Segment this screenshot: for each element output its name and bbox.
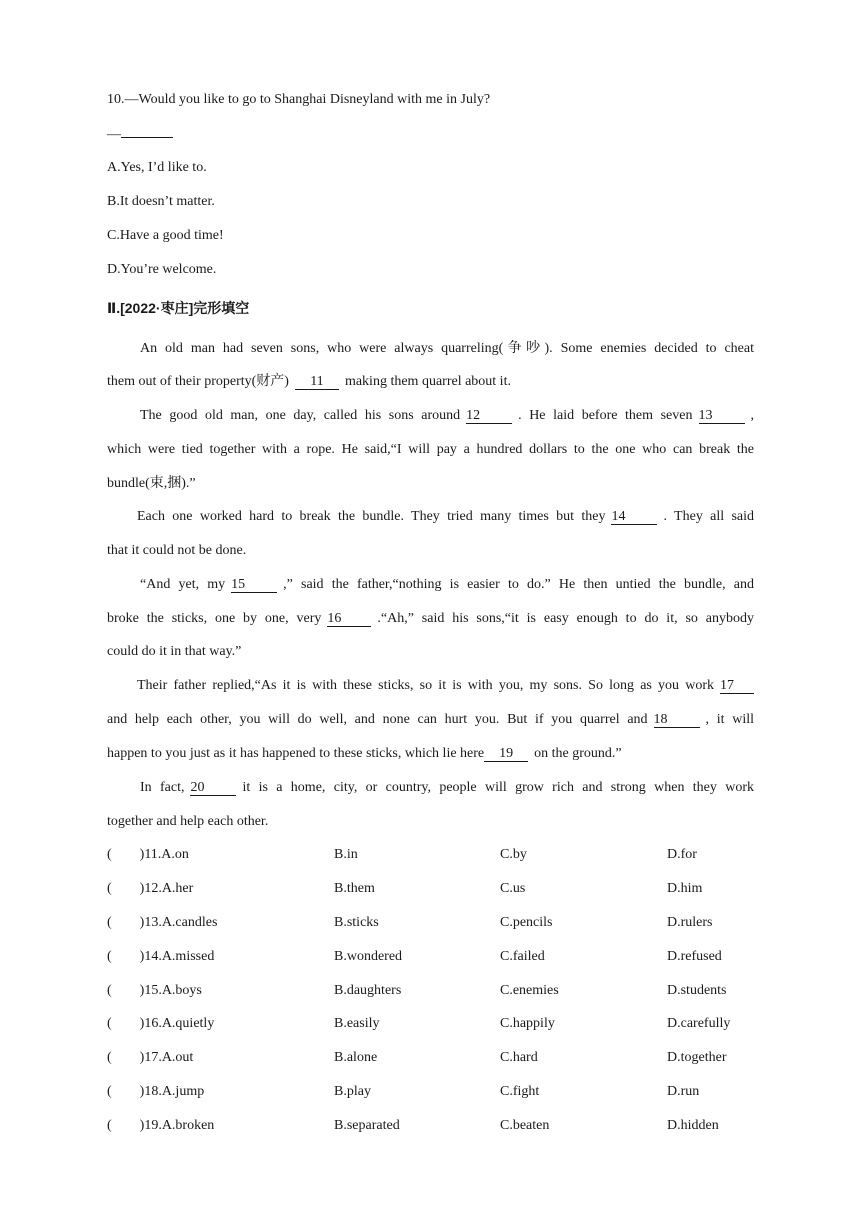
option-b: B.easily (334, 1016, 380, 1031)
option-c: C.enemies (500, 983, 559, 998)
q10-option-b: B.It doesn’t matter. (107, 194, 215, 209)
passage-text: . He laid before them seven (518, 408, 693, 423)
passage-text: “And yet, my (140, 577, 226, 592)
passage-line: An old man had seven sons, who were always quarreling(争吵). Some enemies decided to cheat (140, 341, 754, 356)
passage-text: The good old man, one day, called his sons around (140, 408, 461, 423)
passage-line (107, 407, 754, 425)
option-a: ( )15.A.boys (107, 983, 202, 998)
option-b: B.daughters (334, 983, 402, 998)
option-d: D.hidden (667, 1118, 719, 1133)
blank-20: 20 (190, 780, 236, 796)
option-row (107, 1117, 767, 1135)
blank-11: 11 (295, 374, 339, 390)
blank-16: 16 (327, 611, 371, 627)
option-row (107, 982, 767, 1000)
option-b: B.alone (334, 1050, 378, 1065)
answer-dash: — (107, 127, 121, 142)
option-d: D.run (667, 1084, 700, 1099)
option-b: B.wondered (334, 949, 403, 964)
passage-line (107, 610, 754, 628)
option-a: ( )12.A.her (107, 881, 194, 896)
passage-text: Each one worked hard to break the bundle. They tried many times but they (137, 509, 606, 524)
option-d: D.refused (667, 949, 722, 964)
option-a: ( )17.A.out (107, 1050, 194, 1065)
passage-line: bundle(束,捆).” (107, 476, 196, 491)
option-d: D.together (667, 1050, 727, 1065)
option-row (107, 1015, 767, 1033)
option-c: C.beaten (500, 1118, 550, 1133)
option-c: C.by (500, 847, 527, 862)
option-b: B.sticks (334, 915, 379, 930)
option-d: D.students (667, 983, 727, 998)
option-row (107, 880, 767, 898)
passage-text: broke the sticks, one by one, very (107, 611, 322, 626)
passage-text: and help each other, you will do well, and none can hurt you. But if you quarrel and (107, 712, 648, 727)
blank-18: 18 (654, 712, 700, 728)
option-a: ( )19.A.broken (107, 1118, 215, 1133)
passage-text: making them quarrel about it. (344, 374, 511, 389)
option-d: D.carefully (667, 1016, 731, 1031)
passage-line: which were tied together with a rope. He said,“I will pay a hundred dollars to the one who can break the (107, 442, 754, 457)
q10-option-a: A.Yes, I’d like to. (107, 160, 207, 175)
passage-line: could do it in that way.” (107, 644, 242, 659)
passage-text: , it will (705, 712, 754, 727)
option-row (107, 846, 767, 864)
option-d: D.for (667, 847, 697, 862)
option-a: ( )14.A.missed (107, 949, 215, 964)
passage-line: together and help each other. (107, 814, 269, 829)
blank-15: 15 (231, 577, 277, 593)
option-row (107, 914, 767, 932)
question-10: 10.—Would you like to go to Shanghai Disneyland with me in July? (107, 92, 491, 107)
answer-blank (107, 125, 173, 144)
blank-19: 19 (484, 746, 528, 762)
option-row (107, 1083, 767, 1101)
option-a: ( )16.A.quietly (107, 1016, 215, 1031)
blank-13: 13 (699, 408, 745, 424)
passage-line (107, 711, 754, 729)
option-c: C.fight (500, 1084, 540, 1099)
passage-line (107, 576, 754, 594)
option-b: B.separated (334, 1118, 400, 1133)
option-b: B.play (334, 1084, 371, 1099)
option-c: C.hard (500, 1050, 538, 1065)
option-c: C.happily (500, 1016, 555, 1031)
passage-text: them out of their property(财产) (107, 374, 289, 389)
blank-14: 14 (611, 509, 657, 525)
passage-line: that it could not be done. (107, 543, 247, 558)
option-a: ( )13.A.candles (107, 915, 218, 930)
passage-text: on the ground.” (534, 746, 622, 761)
option-c: C.failed (500, 949, 545, 964)
section-heading: Ⅱ.[2022·枣庄]完形填空 (107, 300, 250, 316)
passage-text: Their father replied,“As it is with these sticks, so it is with you, my sons. So long as you work (137, 678, 714, 693)
option-b: B.in (334, 847, 358, 862)
passage-text: In fact, (140, 780, 185, 795)
blank-12: 12 (466, 408, 512, 424)
option-a: ( )18.A.jump (107, 1084, 205, 1099)
passage-text: happen to you just as it has happened to these sticks, which lie here (107, 746, 485, 761)
option-c: C.us (500, 881, 526, 896)
passage-line (107, 508, 754, 526)
option-b: B.them (334, 881, 375, 896)
passage-line (107, 677, 754, 695)
passage-text: .“Ah,” said his sons,“it is easy enough to do it, so anybody (377, 611, 754, 626)
option-d: D.him (667, 881, 703, 896)
option-d: D.rulers (667, 915, 713, 930)
option-row (107, 948, 767, 966)
passage-text: it is a home, city, or country, people will grow rich and strong when they work (242, 780, 754, 795)
option-c: C.pencils (500, 915, 553, 930)
passage-line (107, 745, 754, 763)
blank-17: 17 (720, 678, 754, 694)
passage-line (107, 373, 754, 391)
option-a: ( )11.A.on (107, 847, 189, 862)
q10-option-d: D.You’re welcome. (107, 262, 217, 277)
passage-text: . They all said (663, 509, 754, 524)
answer-line (121, 125, 173, 138)
passage-text: , (750, 408, 754, 423)
passage-text: ,” said the father,“nothing is easier to do.” He then untied the bundle, and (283, 577, 754, 592)
option-row (107, 1049, 767, 1067)
q10-option-c: C.Have a good time! (107, 228, 224, 243)
passage-line (107, 779, 754, 797)
